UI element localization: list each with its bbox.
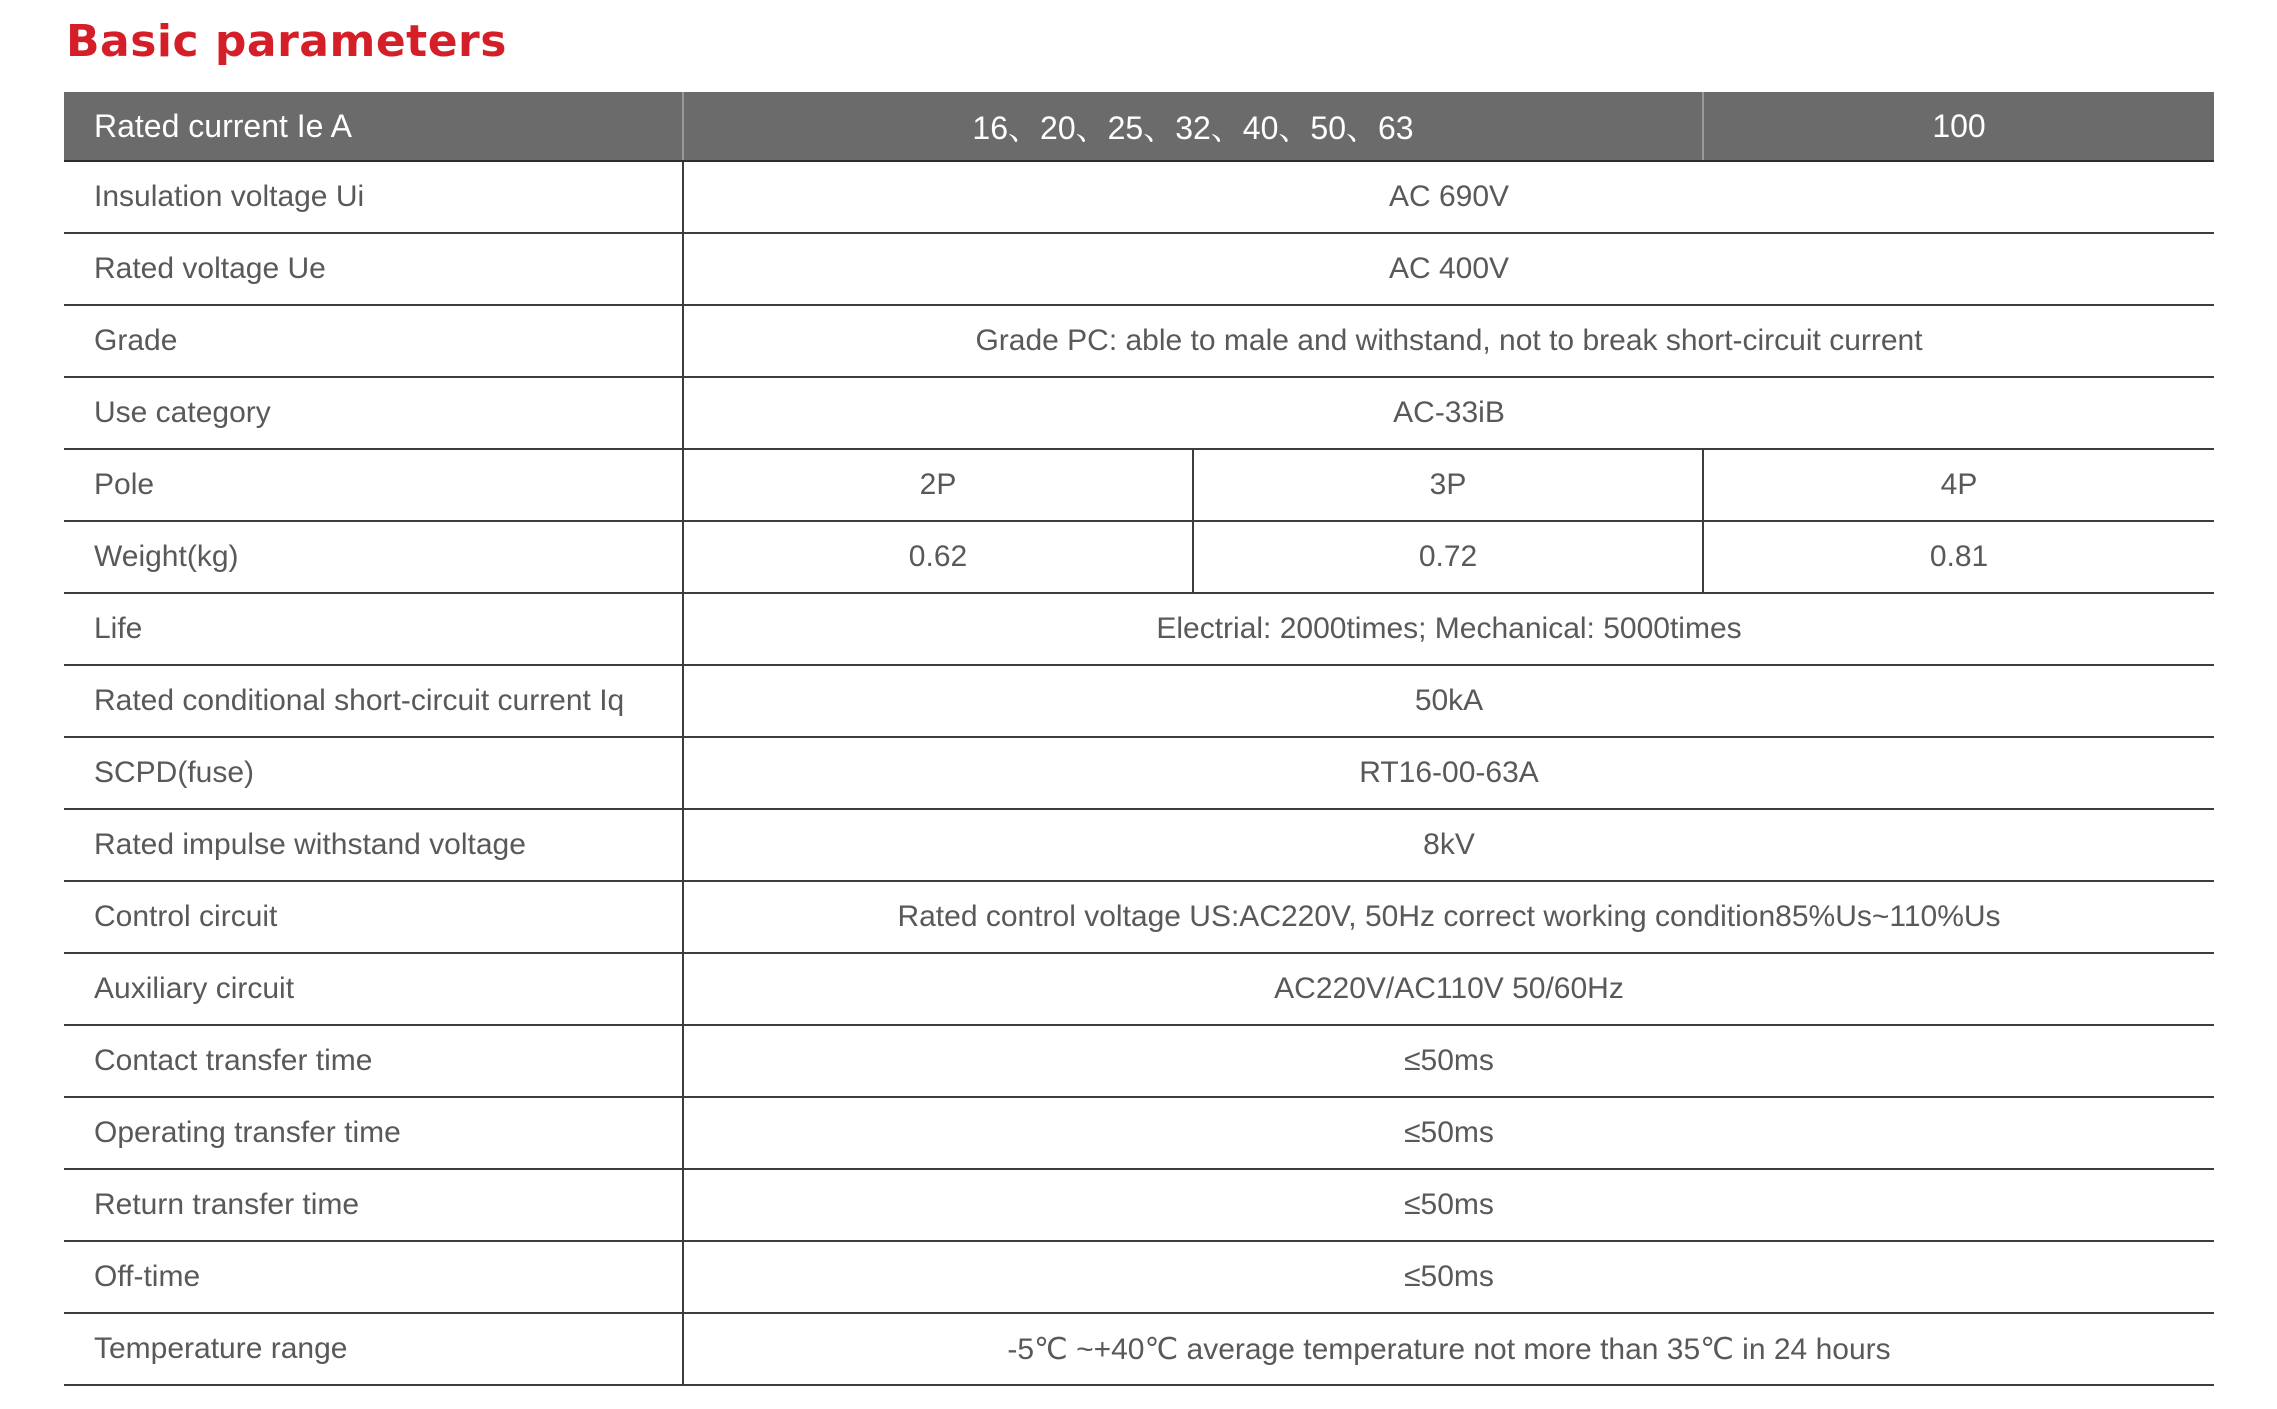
row-label: Use category xyxy=(64,377,683,449)
row-value: 50kA xyxy=(683,665,2214,737)
table-row xyxy=(64,953,2214,1025)
row-value: Rated control voltage US:AC220V, 50Hz correct working condition85%Us~110%Us xyxy=(683,881,2214,953)
table-row xyxy=(64,1025,2214,1097)
row-label: Operating transfer time xyxy=(64,1097,683,1169)
row-value: AC220V/AC110V 50/60Hz xyxy=(683,953,2214,1025)
row-value: AC 690V xyxy=(683,161,2214,233)
table-row xyxy=(64,305,2214,377)
header-value-cell: 100 xyxy=(1703,92,2214,161)
table-row xyxy=(64,161,2214,233)
row-value: ≤50ms xyxy=(683,1169,2214,1241)
row-label: Grade xyxy=(64,305,683,377)
row-label: Rated conditional short-circuit current Iq xyxy=(64,665,683,737)
table-row xyxy=(64,449,2214,521)
row-value: ≤50ms xyxy=(683,1097,2214,1169)
table-row xyxy=(64,1097,2214,1169)
table-header xyxy=(64,92,2214,161)
row-label: Off-time xyxy=(64,1241,683,1313)
header-row xyxy=(64,92,2214,161)
row-label: Temperature range xyxy=(64,1313,683,1385)
page-title: Basic parameters xyxy=(66,16,507,67)
row-value: Grade PC: able to male and withstand, not to break short-circuit current xyxy=(683,305,2214,377)
row-value: 8kV xyxy=(683,809,2214,881)
row-label: Control circuit xyxy=(64,881,683,953)
row-value: 2P xyxy=(683,449,1193,521)
row-label: SCPD(fuse) xyxy=(64,737,683,809)
row-value: 0.62 xyxy=(683,521,1193,593)
row-label: Insulation voltage Ui xyxy=(64,161,683,233)
table-row xyxy=(64,593,2214,665)
row-label: Rated impulse withstand voltage xyxy=(64,809,683,881)
table-row xyxy=(64,881,2214,953)
header-value-cell: 16、20、25、32、40、50、63 xyxy=(683,92,1703,161)
table-row xyxy=(64,1169,2214,1241)
row-value: 3P xyxy=(1193,449,1703,521)
table-row xyxy=(64,377,2214,449)
table-row xyxy=(64,665,2214,737)
row-value: -5℃ ~+40℃ average temperature not more than 35℃ in 24 hours xyxy=(683,1313,2214,1385)
table-body xyxy=(64,161,2214,1385)
row-label: Auxiliary circuit xyxy=(64,953,683,1025)
row-value: 4P xyxy=(1703,449,2214,521)
parameters-table xyxy=(64,92,2214,1386)
table-row xyxy=(64,521,2214,593)
row-label: Return transfer time xyxy=(64,1169,683,1241)
row-label: Rated voltage Ue xyxy=(64,233,683,305)
table-row xyxy=(64,1313,2214,1385)
row-value: AC 400V xyxy=(683,233,2214,305)
row-value: 0.72 xyxy=(1193,521,1703,593)
table-row xyxy=(64,1241,2214,1313)
row-value: 0.81 xyxy=(1703,521,2214,593)
row-value: Electrial: 2000times; Mechanical: 5000times xyxy=(683,593,2214,665)
table-row xyxy=(64,737,2214,809)
row-value: AC-33iB xyxy=(683,377,2214,449)
table-row xyxy=(64,233,2214,305)
row-label: Weight(kg) xyxy=(64,521,683,593)
row-label: Pole xyxy=(64,449,683,521)
row-label: Life xyxy=(64,593,683,665)
header-label-cell: Rated current Ie A xyxy=(64,92,683,161)
row-value: ≤50ms xyxy=(683,1241,2214,1313)
row-value: RT16-00-63A xyxy=(683,737,2214,809)
row-value: ≤50ms xyxy=(683,1025,2214,1097)
row-label: Contact transfer time xyxy=(64,1025,683,1097)
table-row xyxy=(64,809,2214,881)
